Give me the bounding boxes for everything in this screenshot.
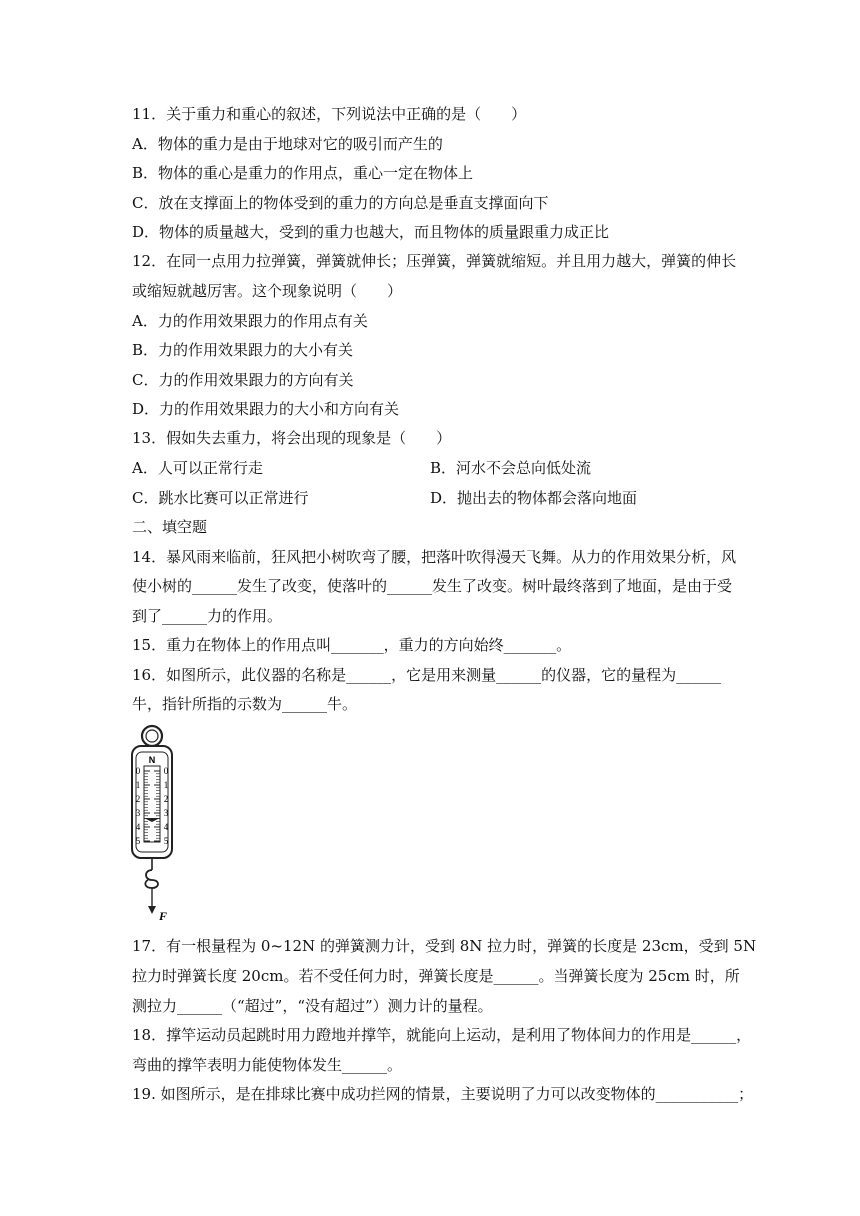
right-tick-label: 5 [163, 836, 169, 846]
right-tick-label: 1 [163, 780, 169, 790]
unit-label: N [148, 755, 156, 765]
left-tick-label: 1 [135, 780, 141, 790]
spring-scale-figure [126, 722, 186, 924]
q13-option-c: C．跳水比赛可以正常进行 [132, 489, 309, 507]
q12-option-b: B．力的作用效果跟力的大小有关 [132, 341, 354, 359]
hook [145, 870, 158, 888]
q17-line3: 测拉力______（“超过”，“没有超过”）测力计的量程。 [132, 997, 493, 1015]
q16-line2: 牛，指针所指的示数为______牛。 [132, 695, 358, 713]
q13-option-b: B．河水不会总向低处流 [430, 459, 592, 477]
section-heading-fill-blank: 二、填空题 [132, 518, 208, 536]
q13-option-d: D．抛出去的物体都会落向地面 [430, 489, 638, 507]
q15-line1: 15．重力在物体上的作用点叫_______，重力的方向始终_______。 [132, 636, 572, 654]
q11-option-a: A．物体的重力是由于地球对它的吸引而产生的 [132, 135, 443, 153]
right-tick-label: 0 [163, 766, 169, 776]
q17-line1: 17．有一根量程为 0~12N 的弹簧测力计，受到 8N 拉力时，弹簧的长度是 23cm，受到 5N [132, 937, 757, 955]
q19-line1: 19. 如图所示，是在排球比赛中成功拦网的情景，主要说明了力可以改变物体的___________； [132, 1085, 754, 1103]
right-tick-label: 3 [163, 808, 169, 818]
q12-option-c: C．力的作用效果跟力的方向有关 [132, 371, 354, 389]
q12-option-a: A．力的作用效果跟力的作用点有关 [132, 312, 368, 330]
top-ring [142, 726, 162, 746]
q17-line2: 拉力时弹簧长度 20cm。若不受任何力时，弹簧长度是______。当弹簧长度为 25cm 时，所 [132, 967, 740, 985]
q11-option-d: D．物体的质量越大，受到的重力也越大，而且物体的质量跟重力成正比 [132, 223, 610, 241]
q11-stem: 11．关于重力和重心的叙述，下列说法中正确的是（ ） [132, 105, 527, 123]
force-label: F [159, 909, 168, 923]
q11-option-b: B．物体的重心是重力的作用点，重心一定在物体上 [132, 164, 474, 182]
q12-stem-line2: 或缩短就越厉害。这个现象说明（ ） [132, 282, 403, 300]
q14-line3: 到了______力的作用。 [132, 607, 283, 625]
q13-stem: 13．假如失去重力，将会出现的现象是（ ） [132, 429, 452, 447]
left-tick-label: 0 [135, 766, 141, 776]
right-tick-label: 2 [163, 794, 169, 804]
scale-column [144, 766, 160, 842]
q18-line2: 弯曲的撑竿表明力能使物体发生______。 [132, 1056, 403, 1074]
q12-stem-line1: 12．在同一点用力拉弹簧，弹簧就伸长；压弹簧，弹簧就缩短。并且用力越大，弹簧的伸长 [132, 252, 737, 270]
q16-line1: 16．如图所示，此仪器的名称是______，它是用来测量______的仪器，它的量程为______ [132, 666, 722, 684]
q14-line1: 14．暴风雨来临前，狂风把小树吹弯了腰，把落叶吹得漫天飞舞。从力的作用效果分析，风 [132, 548, 737, 566]
right-tick-label: 4 [163, 822, 169, 832]
left-tick-label: 3 [135, 808, 141, 818]
q18-line1: 18．撑竿运动员起跳时用力蹬地并撑竿，就能向上运动，是利用了物体间力的作用是______， [132, 1026, 752, 1044]
left-tick-label: 2 [135, 794, 141, 804]
left-tick-label: 4 [135, 822, 141, 832]
force-arrowhead [148, 906, 156, 914]
q13-option-a: A．人可以正常行走 [132, 459, 263, 477]
q14-line2: 使小树的______发生了改变，使落叶的______发生了改变。树叶最终落到了地面，是由于受 [132, 577, 733, 595]
q12-option-d: D．力的作用效果跟力的大小和方向有关 [132, 400, 400, 418]
left-tick-label: 5 [135, 836, 141, 846]
q11-option-c: C．放在支撑面上的物体受到的重力的方向总是垂直支撑面向下 [132, 194, 549, 212]
